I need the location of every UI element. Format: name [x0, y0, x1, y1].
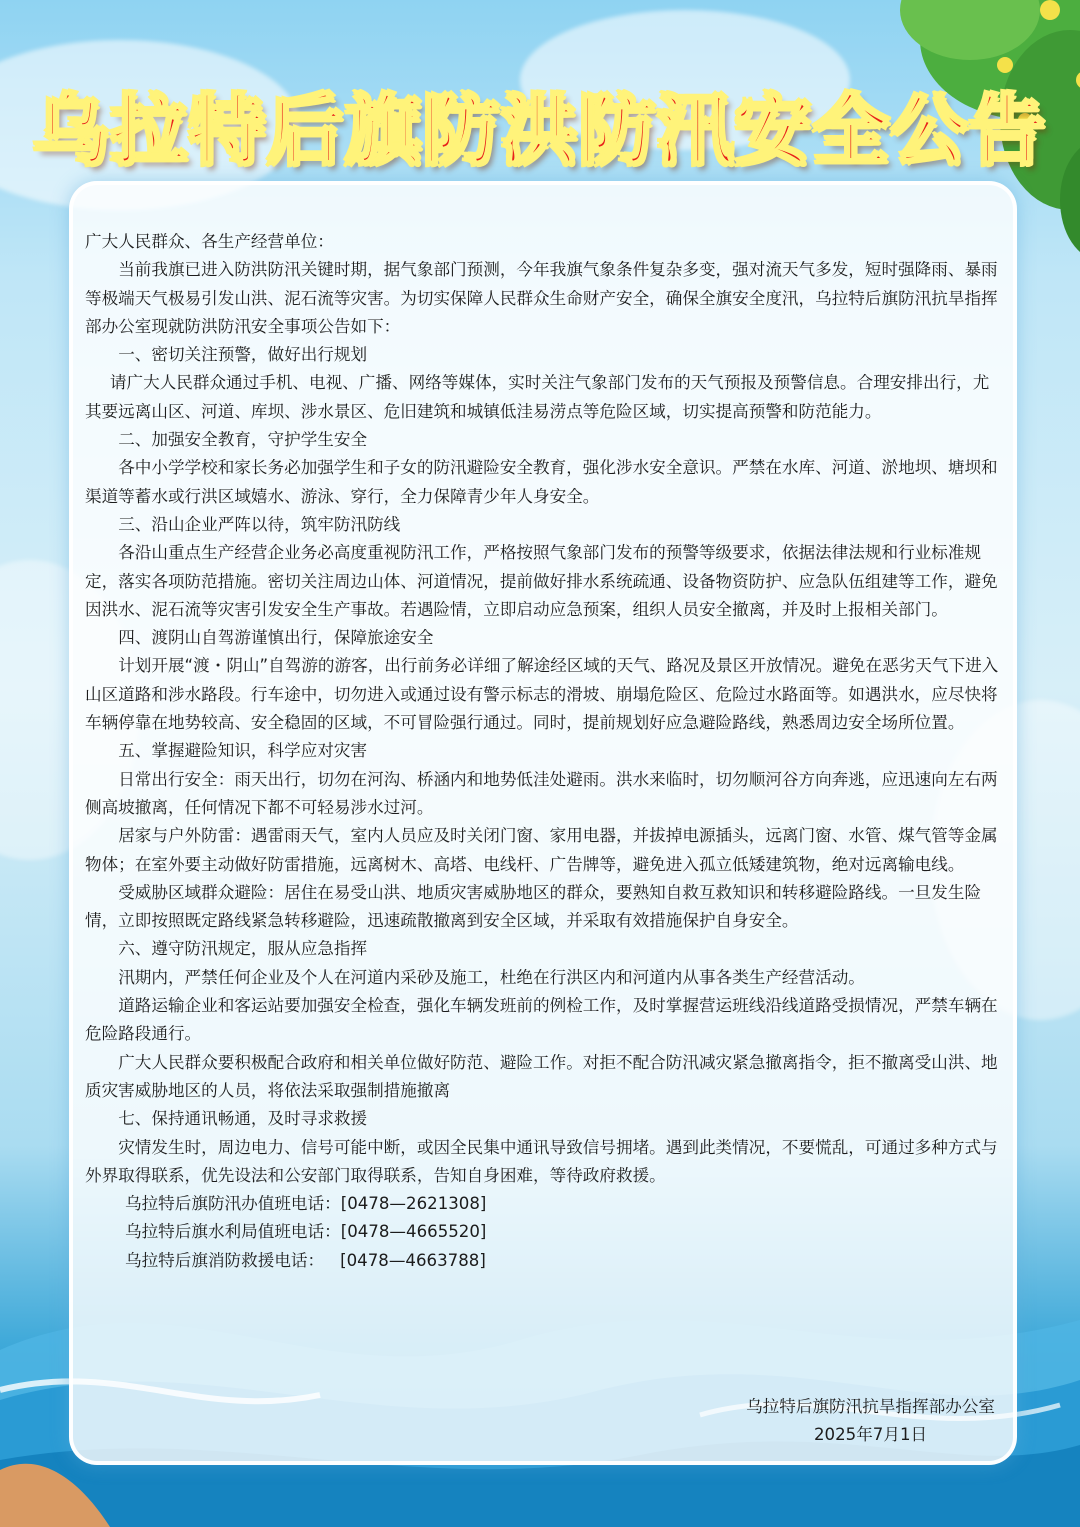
date: 2025年7月1日: [813, 1425, 928, 1445]
signature-block: [746, 1393, 995, 1450]
section-paragraph: 各沿山重点生产经营企业务必高度重视防汛工作，严格按照气象部门发布的预警等级要求，依据法律法规和行业标准规定，落实各项防范措施。密切关注周边山体、河道情况，提前做好排水系统疏通、设备物资防护、应急队伍组建等工作，避免因洪水、泥石流等灾害引发安全生产事故。若遇险情，立即启动应急预案，组织人员安全撤离，并及时上报相关部门。: [85, 543, 998, 619]
section-heading: 五、掌握避险知识，科学应对灾害: [118, 741, 368, 761]
section-paragraph: 广大人民群众要积极配合政府和相关单位做好防范、避险工作。对拒不配合防汛减灾紧急撤离指令，拒不撤离受山洪、地质灾害威胁地区的人员，将依法采取强制措施撤离: [85, 1052, 998, 1100]
intro-paragraph: 当前我旗已进入防洪防汛关键时期，据气象部门预测，今年我旗气象条件复杂多变，强对流天气多发，短时强降雨、暴雨等极端天气极易引发山洪、泥石流等灾害。为切实保障人民群众生命财产安全，确保全旗安全度汛，乌拉特后旗防汛抗旱指挥部办公室现就防洪防汛安全事项公告如下：: [85, 260, 998, 336]
section-paragraph: 受威胁区域群众避险：居住在易受山洪、地质灾害威胁地区的群众，要熟知自救互救知识和转移避险路线。一旦发生险情，立即按照既定路线紧急转移避险，迅速疏散撤离到安全区域，并采取有效措施保护自身安全。: [85, 882, 982, 931]
section-heading: 六、遵守防汛规定，服从应急指挥: [118, 939, 368, 959]
section-paragraph: 道路运输企业和客运站要加强安全检查，强化车辆发班前的例检工作，及时掌握营运班线沿线道路受损情况，严禁车辆在危险路段通行。: [85, 996, 998, 1044]
phone-number[interactable]: [0478—4665520]: [340, 1222, 487, 1242]
section-heading: 三、沿山企业严阵以待，筑牢防汛防线: [118, 514, 401, 534]
section-paragraph: 请广大人民群众通过手机、电视、广播、网络等媒体，实时关注气象部门发布的天气预报及预警信息。合理安排出行，尤其要远离山区、河道、库坝、涉水景区、危旧建筑和城镇低洼易涝点等危险区域，切实提高预警和防范能力。: [85, 373, 990, 421]
section-paragraph: 汛期内，严禁任何企业及个人在河道内采砂及施工，杜绝在行洪区内和河道内从事各类生产经营活动。: [118, 967, 865, 987]
section-paragraph: 居家与户外防雷：遇雷雨天气，室内人员应及时关闭门窗、家用电器，并拔掉电源插头，远离门窗、水管、煤气管等金属物体；在室外要主动做好防雷措施，远离树木、高塔、电线杆、广告牌等，避免进入孤立低矮建筑物，绝对远离输电线。: [85, 826, 998, 874]
phone-label: 乌拉特后旗防汛办值班电话：: [125, 1194, 341, 1214]
section-heading: 一、密切关注预警，做好出行规划: [118, 345, 368, 365]
greeting: 广大人民群众、各生产经营单位：: [85, 232, 334, 251]
phone-line: [85, 1247, 1005, 1275]
page-title: 乌拉特后旗防洪防汛安全公告: [33, 86, 1047, 175]
phone-number[interactable]: [0478—4663788]: [340, 1250, 486, 1270]
section-heading: 七、保持通讯畅通，及时寻求救援: [118, 1109, 368, 1129]
section-heading: 四、渡阴山自驾游谨慎出行，保障旅途安全: [118, 628, 434, 648]
phone-line: [85, 1190, 1005, 1218]
section-paragraph: 各中小学学校和家长务必加强学生和子女的防汛避险安全教育，强化涉水安全意识。严禁在水库、河道、淤地坝、塘坝和渠道等蓄水或行洪区域嬉水、游泳、穿行，全力保障青少年人身安全。: [85, 458, 998, 506]
section-paragraph: 日常出行安全：雨天出行，切勿在河沟、桥涵内和地势低洼处避雨。洪水来临时，切勿顺河谷方向奔逃，应迅速向左右两侧高坡撤离，任何情况下都不可轻易涉水过河。: [85, 769, 998, 817]
phone-label: 乌拉特后旗消防救援电话：: [125, 1250, 325, 1270]
signature: 乌拉特后旗防汛抗旱指挥部办公室: [746, 1397, 995, 1416]
section-paragraph: 灾情发生时，周边电力、信号可能中断，或因全民集中通讯导致信号拥堵。遇到此类情况，不要慌乱，可通过多种方式与外界取得联系，优先设法和公安部门取得联系，告知自身困难，等待政府救援。: [85, 1137, 998, 1185]
notice-body: [85, 228, 1005, 1275]
phone-number[interactable]: [0478—2621308]: [340, 1194, 487, 1214]
phone-label: 乌拉特后旗水利局值班电话：: [125, 1222, 341, 1242]
section-heading: 二、加强安全教育，守护学生安全: [118, 430, 368, 450]
section-paragraph: 计划开展“渡・阴山”自驾游的游客，出行前务必详细了解途经区域的天气、路况及景区开放情况。避免在恶劣天气下进入山区道路和涉水路段。行车途中，切勿进入或通过设有警示标志的滑坡、崩塌危险区、危险过水路面等。如遇洪水，应尽快将车辆停靠在地势较高、安全稳固的区域，不可冒险强行通过。同时，提前规划好应急避险路线，熟悉周边安全场所位置。: [85, 656, 999, 733]
phone-line: [85, 1218, 1005, 1246]
